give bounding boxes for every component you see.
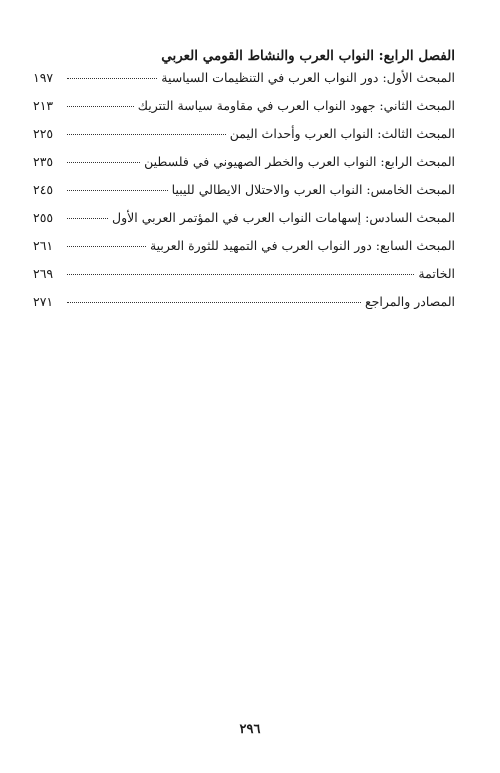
toc-entry-title: المبحث السادس: إسهامات النواب العرب في المؤتمر العربي الأول xyxy=(112,210,455,225)
toc-leader-dots xyxy=(67,106,134,107)
toc-entry-title: المبحث الرابع: النواب العرب والخطر الصهيوني في فلسطين xyxy=(144,154,455,169)
page-number: ٢٩٦ xyxy=(239,722,261,737)
toc-entry xyxy=(33,182,455,210)
toc-entry-title: المبحث الخامس: النواب العرب والاحتلال الايطالي لليبيا xyxy=(171,182,455,197)
toc-entry-page: ٢١٣ xyxy=(33,98,54,113)
toc-leader-dots xyxy=(67,78,157,79)
toc-entry xyxy=(33,210,455,238)
toc-entry-page: ٢٢٥ xyxy=(33,126,54,141)
chapter-heading: الفصل الرابع: النواب العرب والنشاط القومي العربي xyxy=(161,48,455,64)
toc-leader-dots xyxy=(67,190,168,191)
toc-entry-page: ٢٥٥ xyxy=(33,210,54,225)
toc-entry xyxy=(33,294,455,322)
toc-entry xyxy=(33,70,455,98)
toc-entry xyxy=(33,154,455,182)
toc-entry xyxy=(33,238,455,266)
toc-entry-page: ٢٣٥ xyxy=(33,154,54,169)
toc-leader-dots xyxy=(67,218,108,219)
toc-entry-page: ٢٧١ xyxy=(33,294,54,309)
toc-entry-page: ٢٦١ xyxy=(33,238,54,253)
toc-entry-title: المبحث الثاني: جهود النواب العرب في مقاومة سياسة التتريك xyxy=(137,98,455,113)
toc-entry-page: ٢٤٥ xyxy=(33,182,54,197)
toc-entry-title: المبحث الأول: دور النواب العرب في التنظيمات السياسية xyxy=(161,70,455,85)
toc-leader-dots xyxy=(67,246,146,247)
toc-leader-dots xyxy=(67,134,226,135)
toc-entry-page: ٢٦٩ xyxy=(33,266,54,281)
toc-entry-title: الخاتمة xyxy=(418,266,455,281)
toc-entry-title: المبحث الثالث: النواب العرب وأحداث اليمن xyxy=(229,126,455,141)
toc-entry xyxy=(33,98,455,126)
toc-entry-title: المصادر والمراجع xyxy=(364,294,455,309)
toc-entry-page: ١٩٧ xyxy=(33,70,54,85)
toc-leader-dots xyxy=(67,302,361,303)
toc-entry xyxy=(33,126,455,154)
toc-entry xyxy=(33,266,455,294)
toc-leader-dots xyxy=(67,274,414,275)
toc-entry-title: المبحث السابع: دور النواب العرب في التمهيد للثورة العربية xyxy=(149,238,455,253)
toc-leader-dots xyxy=(67,162,140,163)
table-of-contents xyxy=(33,70,455,322)
